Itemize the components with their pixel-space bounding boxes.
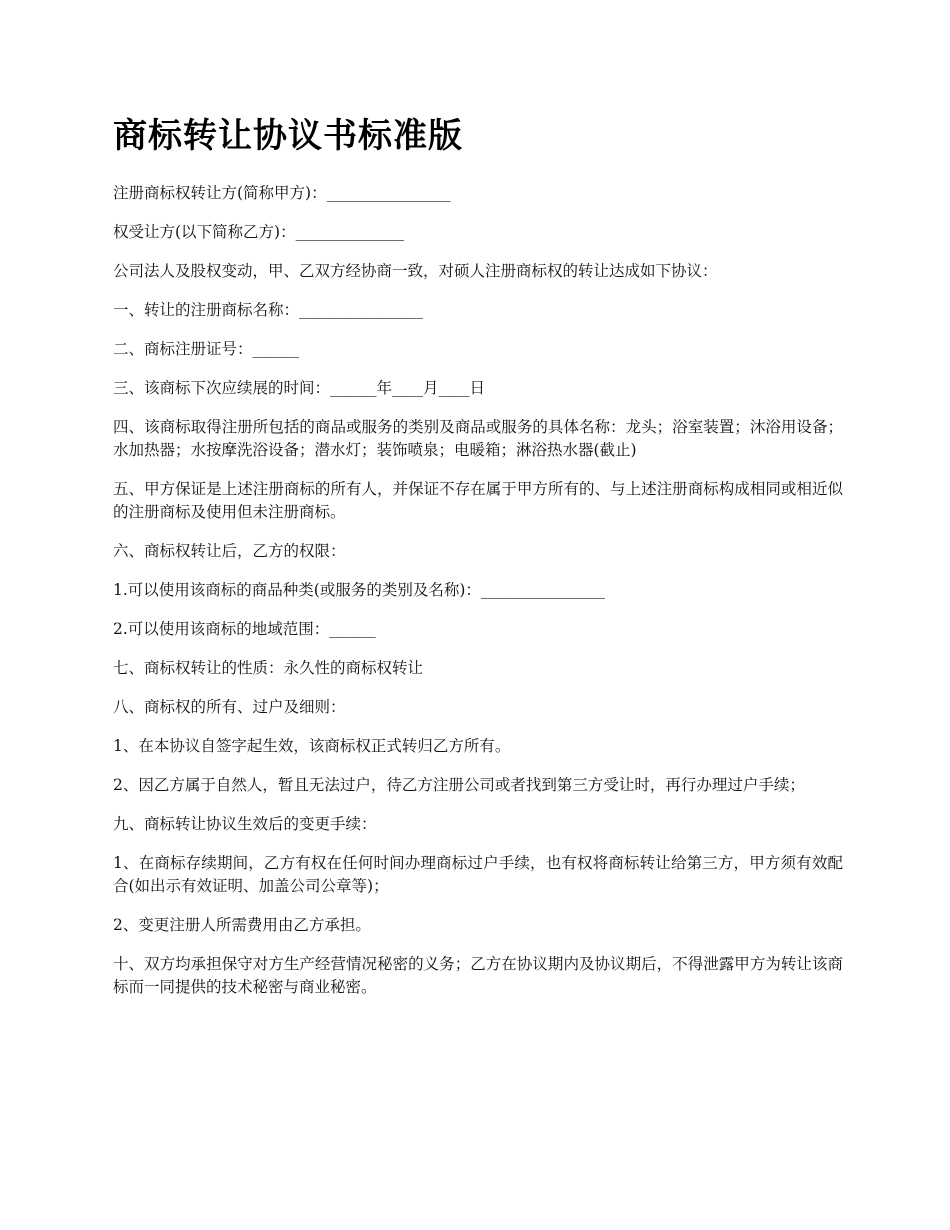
paragraph-clause-6-item-2: 2.可以使用该商标的地域范围：______ [113, 620, 376, 638]
paragraph-clause-3: 三、该商标下次应续展的时间：______年____月____日 [113, 379, 486, 397]
paragraph-clause-4: 四、该商标取得注册所包括的商品或服务的类别及商品或服务的具体名称：龙头；浴室装置；沐浴用设备；水加热器；水按摩洗浴设备；潜水灯；装饰喷泉；电暖箱；淋浴热水器(截止) [113, 418, 843, 459]
paragraph-clause-1: 一、转让的注册商标名称：________________ [113, 301, 424, 319]
paragraph-clause-8: 八、商标权的所有、过户及细则： [113, 698, 346, 716]
paragraph-clause-6: 六、商标权转让后，乙方的权限： [113, 542, 346, 560]
paragraph-transferor: 注册商标权转让方(简称甲方)：________________ [113, 184, 451, 202]
paragraph-clause-8-item-2: 2、因乙方属于自然人，暂且无法过户，待乙方注册公司或者找到第三方受让时，再行办理过户手续； [113, 776, 805, 794]
paragraph-clause-7: 七、商标权转让的性质：永久性的商标权转让 [113, 659, 424, 677]
document-title: 商标转让协议书标准版 [113, 116, 463, 156]
paragraph-clause-9: 九、商标转让协议生效后的变更手续： [113, 815, 377, 833]
paragraph-clause-10: 十、双方均承担保守对方生产经营情况秘密的义务；乙方在协议期内及协议期后，不得泄露甲方为转让该商标而一同提供的技术秘密与商业秘密。 [113, 955, 843, 996]
document-page [113, 112, 843, 1015]
paragraph-clause-9-item-1: 1、在商标存续期间，乙方有权在任何时间办理商标过户手续，也有权将商标转让给第三方，甲方须有效配合(如出示有效证明、加盖公司公章等)； [113, 854, 843, 895]
paragraph-clause-2: 二、商标注册证号：______ [113, 340, 300, 358]
paragraph-preamble: 公司法人及股权变动，甲、乙双方经协商一致，对硕人注册商标权的转让达成如下协议： [113, 262, 718, 280]
paragraph-clause-8-item-1: 1、在本协议自签字起生效，该商标权正式转归乙方所有。 [113, 737, 511, 755]
paragraph-transferee: 权受让方(以下简称乙方)：______________ [113, 223, 405, 241]
paragraph-clause-9-item-2: 2、变更注册人所需费用由乙方承担。 [113, 916, 371, 934]
paragraph-clause-6-item-1: 1.可以使用该商标的商品种类(或服务的类别及名称)：________________ [113, 581, 605, 599]
paragraph-clause-5: 五、甲方保证是上述注册商标的所有人，并保证不存在属于甲方所有的、与上述注册商标构成相同或相近似的注册商标及使用但未注册商标。 [113, 480, 843, 521]
